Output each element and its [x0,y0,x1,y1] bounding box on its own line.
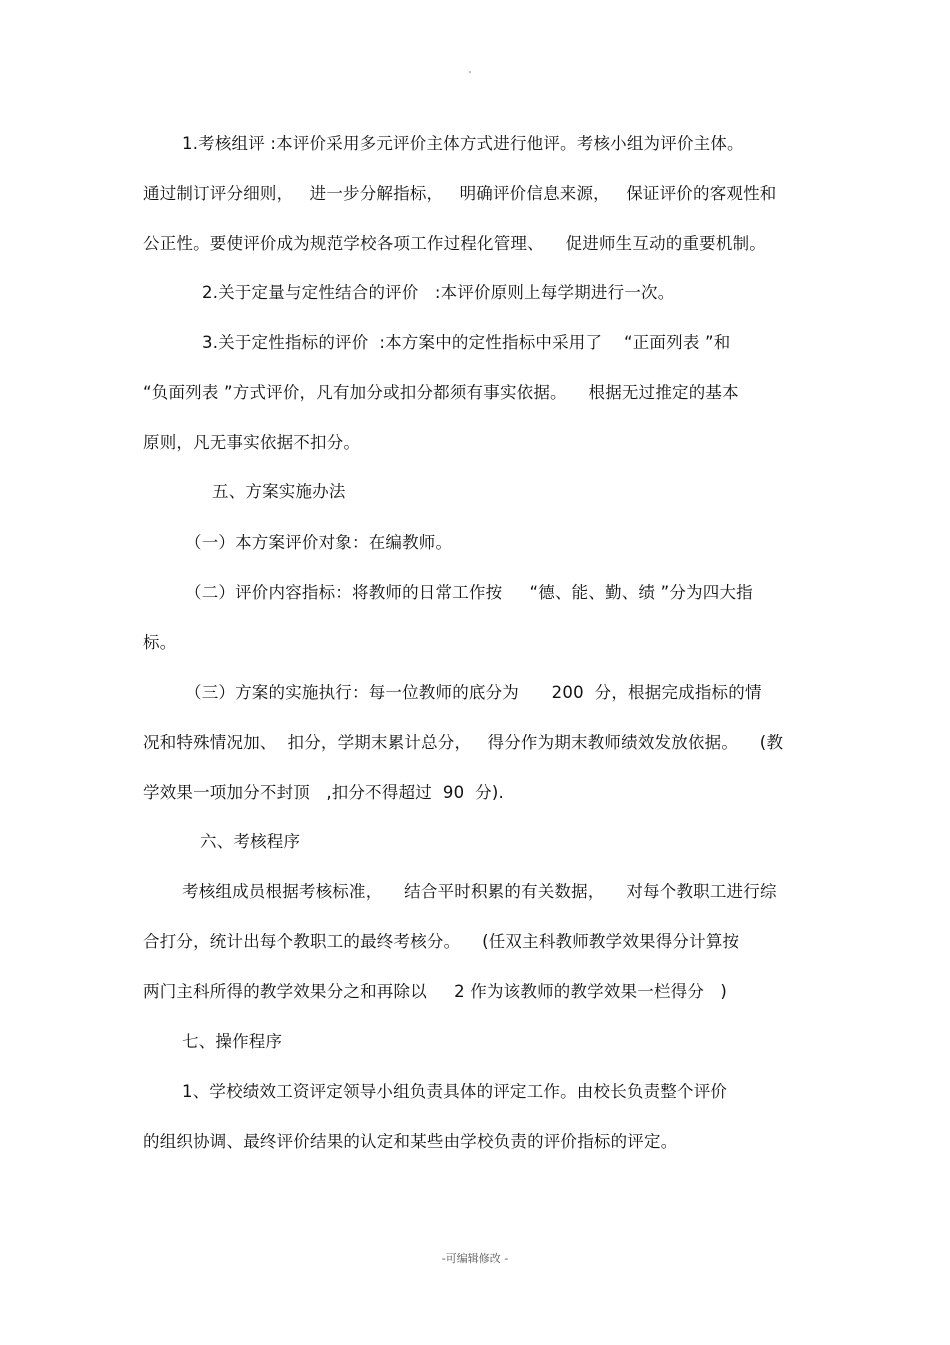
text-line: 学效果一项加分不封顶 ,扣分不得超过 90 分). [143,783,504,802]
text-line: 合打分，统计出每个教职工的最终考核分。 (任双主科教师教学效果得分计算按 [143,932,740,951]
text-line: 标。 [143,633,177,652]
text-line: 考核组成员根据考核标准， 结合平时积累的有关数据， 对每个教职工进行综 [182,882,777,901]
text-line: （三）方案的实施执行：每一位教师的底分为 200 分，根据完成指标的情 [185,683,762,702]
text-line: 况和特殊情况加、 扣分，学期末累计总分， 得分作为期末教师绩效发放依据。 (教 [143,733,784,752]
text-line: （一）本方案评价对象：在编教师。 [185,533,453,552]
header-mark: " [468,70,472,79]
text-line: 1.考核组评 :本评价采用多元评价主体方式进行他评。考核小组为评价主体。 [182,134,744,153]
text-line: 公正性。要使评价成为规范学校各项工作过程化管理、 促进师生互动的重要机制。 [143,234,766,253]
text-line: 2.关于定量与定性结合的评价 :本评价原则上每学期进行一次。 [202,283,675,302]
section-heading: 五、方案实施办法 [212,482,346,501]
text-line: （二）评价内容指标：将教师的日常工作按 “德、能、勤、绩 ”分为四大指 [185,583,753,602]
section-heading: 六、考核程序 [200,832,301,851]
text-line: 的组织协调、最终评价结果的认定和某些由学校负责的评价指标的评定。 [143,1132,678,1151]
text-line: 通过制订评分细则， 进一步分解指标， 明确评价信息来源， 保证评价的客观性和 [143,184,777,203]
text-line: 3.关于定性指标的评价 :本方案中的定性指标中采用了 “正面列表 ”和 [202,333,731,352]
text-line: 原则，凡无事实依据不扣分。 [143,433,361,452]
text-line: “负面列表 ”方式评价，凡有加分或扣分都须有事实依据。 根据无过推定的基本 [143,383,739,402]
text-line: 1、学校绩效工资评定领导小组负责具体的评定工作。由校长负责整个评价 [182,1082,728,1101]
page-footer: -可编辑修改 - [441,1252,509,1265]
text-line: 两门主科所得的教学效果分之和再除以 2 作为该教师的教学效果一栏得分 ) [143,982,728,1001]
section-heading: 七、操作程序 [182,1032,283,1051]
